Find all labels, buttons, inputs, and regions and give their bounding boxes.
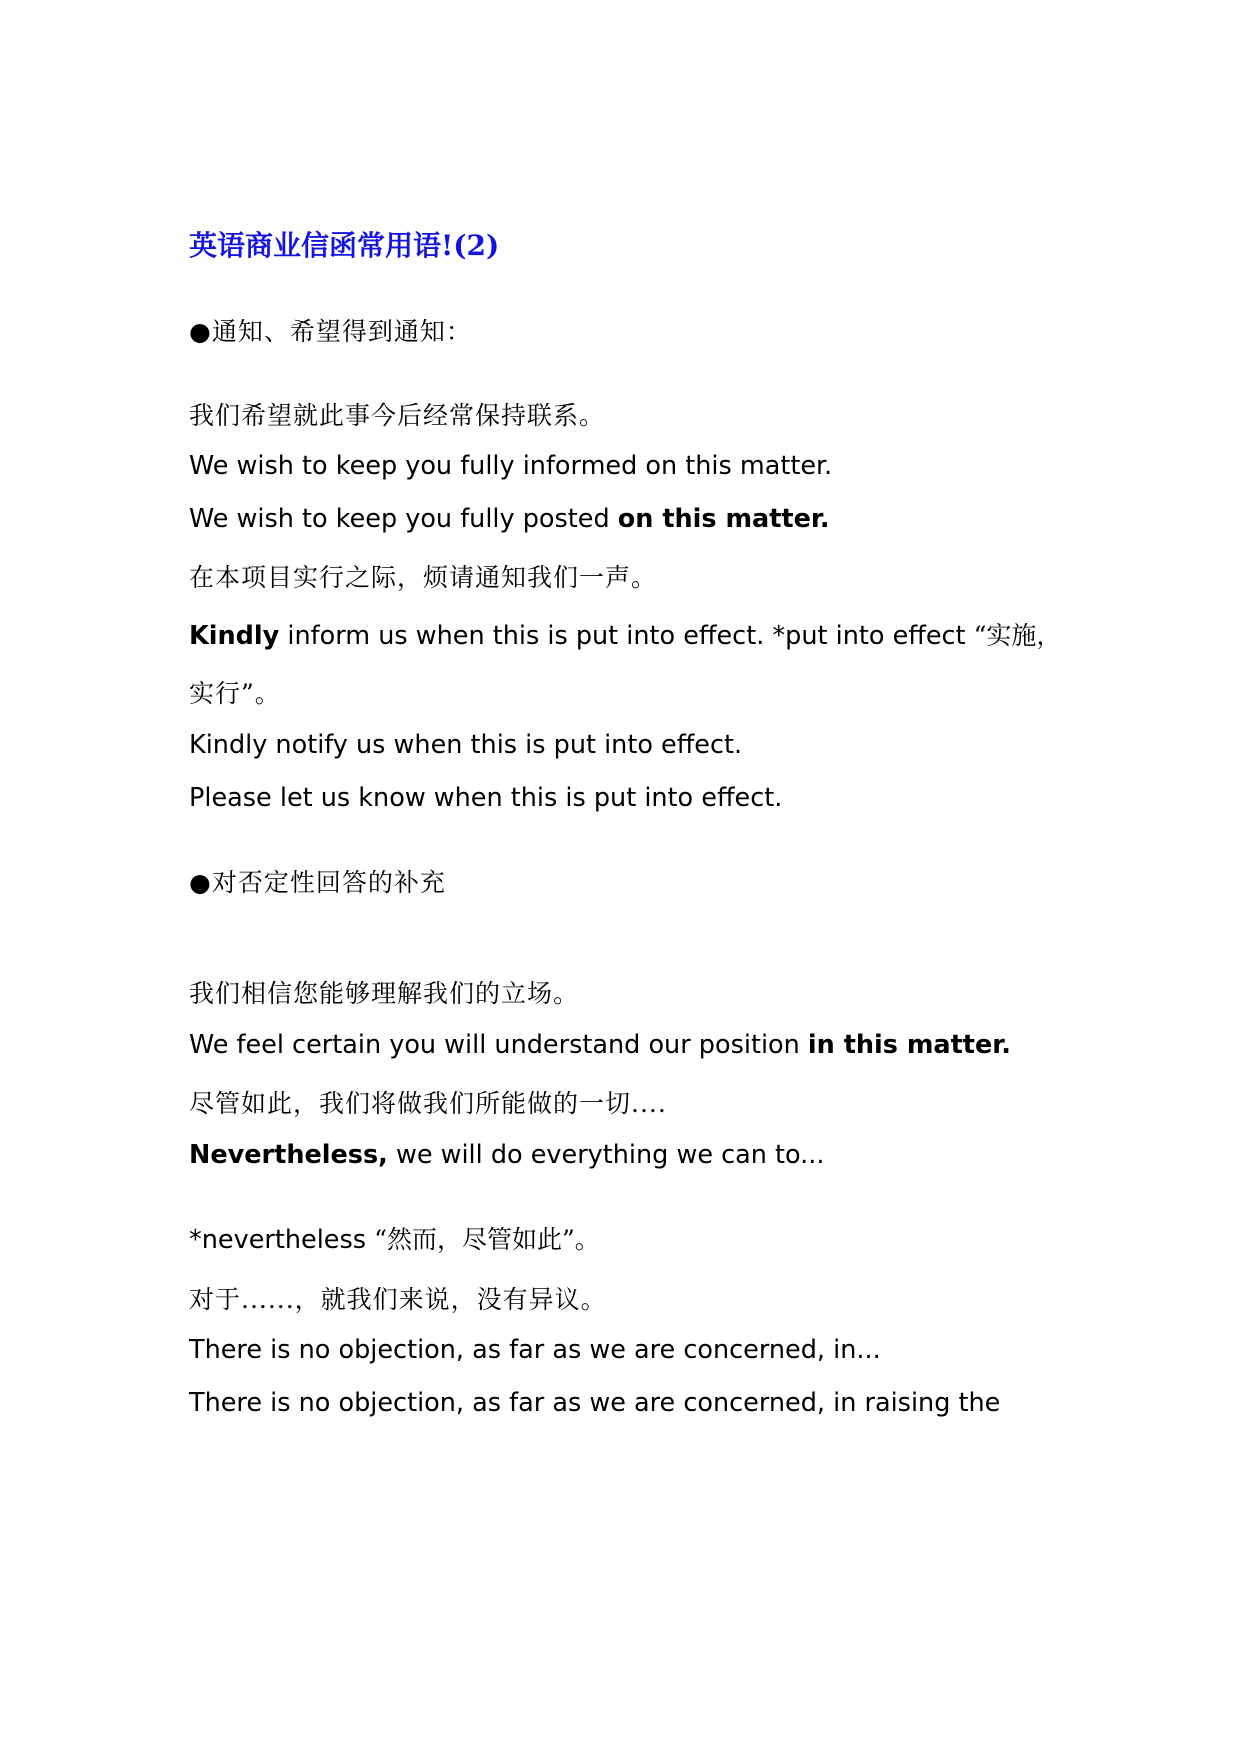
english-text: We wish to keep you fully posted [189,504,618,534]
english-line [189,504,830,534]
english-line: Please let us know when this is put into effect. [189,783,783,813]
english-text: We feel certain you will understand our position [189,1030,808,1060]
english-line [189,1140,825,1170]
english-line: There is no objection, as far as we are concerned, in... [189,1335,881,1365]
document-title: 英语商业信函常用语!(2) [189,229,500,262]
chinese-inline-text: “然而，尽管如此”。 [374,1225,600,1254]
chinese-line: 在本项目实行之际，烦请通知我们一声。 [189,563,658,592]
english-line [189,1030,1011,1060]
chinese-line: 尽管如此，我们将做我们所能做的一切.... [189,1089,667,1118]
english-text: inform us when this is put into effect. *put into effect [279,621,974,651]
section-heading-negative-reply: ●对否定性回答的补充 [189,868,446,897]
english-line: Kindly notify us when this is put into effect. [189,730,743,760]
chinese-inline-text: “实施， [973,621,1062,650]
english-bold-text: Kindly [189,621,280,651]
english-bold-text: on this matter. [617,504,830,534]
english-bold-text: Nevertheless, [189,1140,388,1170]
english-line: We wish to keep you fully informed on this matter. [189,451,833,481]
english-line [189,616,1061,652]
chinese-line: 我们相信您能够理解我们的立场。 [189,979,580,1008]
chinese-line: 实行”。 [189,679,281,708]
note-line [189,1220,600,1256]
chinese-line: 我们希望就此事今后经常保持联系。 [189,401,606,430]
english-text: *nevertheless [189,1225,375,1255]
chinese-line: 对于......，就我们来说，没有异议。 [189,1285,607,1314]
english-text: we will do everything we can to... [387,1140,825,1170]
section-heading-notification: ●通知、希望得到通知： [189,317,472,346]
english-bold-text: in this matter. [807,1030,1011,1060]
english-line: There is no objection, as far as we are concerned, in raising the [189,1388,1001,1418]
